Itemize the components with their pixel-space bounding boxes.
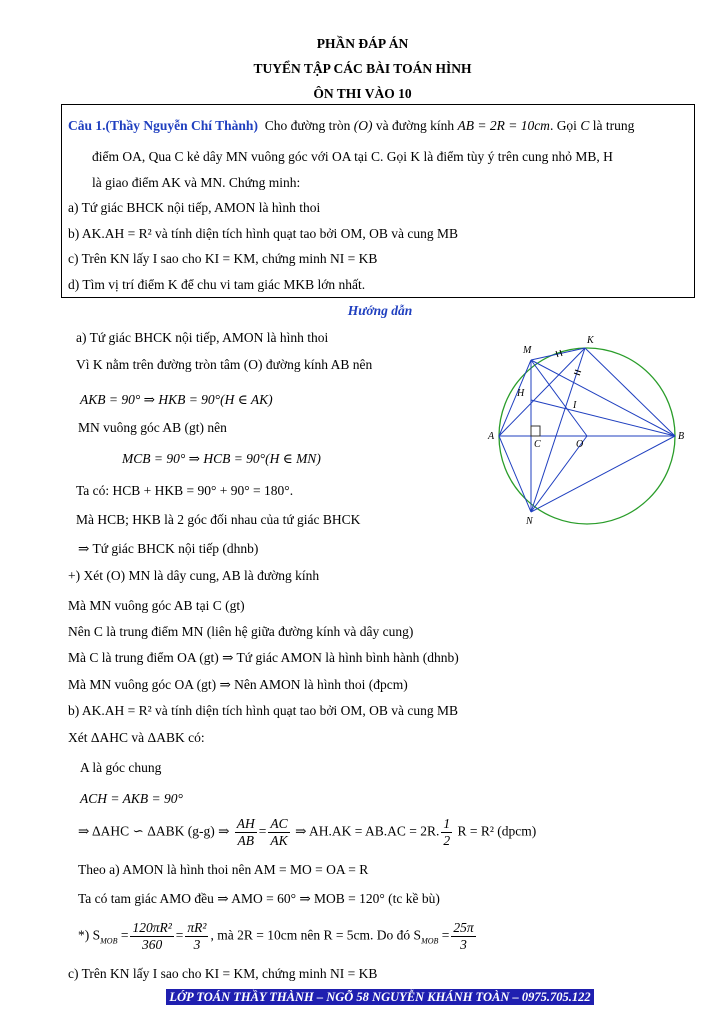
denominator: AB <box>237 833 255 848</box>
numerator: AC <box>270 816 288 831</box>
sol-line: Ta có tam giác AMO đều ⇒ AMO = 60° ⇒ MOB = 120° (tc kề bù) <box>78 891 440 906</box>
sol-line-similarity: ⇒ ΔAHC ∽ ΔABK (g-g) ⇒ $\frac{AH}{AB}$ = $\frac{AC}{AK}$ ⇒ AH.AK = AB.AC = 2R. $\frac{1}{2}$ R = R² (dpcm) <box>78 816 537 848</box>
label-m: M <box>523 345 532 356</box>
footer <box>0 989 725 1005</box>
question-d: d) Tìm vị trí điểm K để chu vi tam giác MKB lớn nhất. <box>68 277 366 292</box>
sol-line: MCB = 90° ⇒ HCB = 90°(H ∈ MN) <box>122 451 321 466</box>
sol-text: , mà 2R = 10cm nên R = 5cm. Do đó S <box>210 927 422 943</box>
question-c: c) Trên KN lấy I sao cho KI = KM, chứng minh NI = KB <box>68 251 378 266</box>
sol-line: ⇒ Tứ giác BHCK nội tiếp (dhnb) <box>78 541 259 556</box>
problem-math: (O) <box>353 118 373 133</box>
label-b: B <box>678 431 685 442</box>
fraction <box>185 920 208 953</box>
sol-line: ACH = AKB = 90° <box>80 791 183 806</box>
sol-line: c) Trên KN lấy I sao cho KI = KM, chứng minh NI = KB <box>68 966 378 981</box>
question-b: b) AK.AH = R² và tính diện tích hình quạt tao bởi OM, OB và cung MB <box>68 226 459 241</box>
question-a: a) Tứ giác BHCK nội tiếp, AMON là hình thoi <box>68 200 321 215</box>
sol-line: Mà C là trung điểm OA (gt) ⇒ Tứ giác AMON là hình bình hành (dhnb) <box>68 650 459 665</box>
sol-line: Theo a) AMON là hình thoi nên AM = MO = OA = R <box>78 862 369 877</box>
problem-line-1 <box>68 118 634 134</box>
sol-line: Vì K nằm trên đường tròn tâm (O) đường kính AB nên <box>76 357 373 372</box>
sol-line: b) AK.AH = R² và tính diện tích hình quạt tao bởi OM, OB và cung MB <box>68 703 459 718</box>
denominator: 3 <box>460 937 467 952</box>
segment-mb <box>531 360 675 436</box>
denominator: 3 <box>193 937 201 952</box>
sol-line-area: *) $S_{MOB}$ = $\frac{\text{120πR²}}{360}$ = $\frac{\text{πR²}}{3}$ , mà 2R = 10cm nên R = 5cm. Do đó $S_{MOB}$ = $\frac{25\pi}{3}$ <box>78 920 474 952</box>
segment-am <box>499 360 531 436</box>
geometry-figure <box>470 325 690 535</box>
label-h: H <box>517 388 525 399</box>
problem-line-3: là giao điểm AK và MN. Chứng minh: <box>92 175 301 190</box>
sol-line: +) Xét (O) MN là dây cung, AB là đường kính <box>68 568 320 583</box>
header-line-1: PHẦN ĐÁP ÁN <box>316 36 409 51</box>
segment-ak <box>499 348 585 436</box>
sol-line: a) Tứ giác BHCK nội tiếp, AMON là hình thoi <box>76 330 329 345</box>
numerator: AH <box>236 816 255 831</box>
fraction <box>451 920 475 953</box>
problem-label: Câu 1.(Thầy Nguyễn Chí Thành) <box>68 118 258 133</box>
sol-line: Mà MN vuông góc AB tại C (gt) <box>68 598 245 613</box>
problem-text: và đường kính <box>375 118 455 133</box>
label-o: O <box>576 439 584 450</box>
denominator: AK <box>270 833 288 848</box>
problem-text: là trung <box>592 118 635 133</box>
sol-line: A là góc chung <box>80 760 162 775</box>
numerator: 120πR² <box>132 920 172 935</box>
label-i: I <box>573 400 577 411</box>
guide-title: Hướng dẫn <box>347 303 413 318</box>
sol-text: R = R² (dpcm) <box>457 823 537 839</box>
denominator: 2 <box>443 833 451 848</box>
footer-banner: LỚP TOÁN THẦY THÀNH – NGÕ 58 NGUYỄN KHÁNH TOÀN – 0975.705.122 <box>166 989 593 1005</box>
segment-mk <box>531 348 585 360</box>
sol-text: *) S <box>78 927 101 943</box>
problem-text: . Gọi <box>549 118 577 133</box>
sol-line: Nên C là trung điểm MN (liên hệ giữa đường kính và dây cung) <box>68 624 414 639</box>
numerator: 1 <box>443 816 451 831</box>
subscript: MOB <box>421 936 439 946</box>
header-line-2: TUYỂN TẬP CÁC BÀI TOÁN HÌNH <box>253 61 472 76</box>
segment-kb <box>585 348 675 436</box>
sol-line: MN vuông góc AB (gt) nên <box>78 420 227 435</box>
header-line-3: ÔN THI VÀO 10 <box>313 86 412 101</box>
subscript: MOB <box>100 936 118 946</box>
problem-text: Cho đường tròn <box>264 118 351 133</box>
label-n: N <box>526 516 533 527</box>
fraction <box>441 816 452 849</box>
problem-math: C <box>580 118 590 133</box>
segment-an <box>499 436 531 512</box>
problem-line-2: điểm OA, Qua C kẻ dây MN vuông góc với OA tại C. Gọi K là điểm tùy ý trên cung nhỏ MB, H <box>92 149 613 164</box>
sol-text: ⇒ AH.AK = AB.AC = 2R. <box>295 823 440 839</box>
denominator: 360 <box>142 937 163 952</box>
problem-math: AB = 2R = 10cm <box>457 118 550 133</box>
label-k: K <box>587 335 594 346</box>
label-a: A <box>488 431 495 442</box>
label-c: C <box>534 439 541 450</box>
fraction <box>235 816 257 849</box>
fraction <box>268 816 289 849</box>
right-angle-mark <box>531 426 540 436</box>
sol-line: Mà HCB; HKB là 2 góc đối nhau của tứ giác BHCK <box>76 512 361 527</box>
sol-text: ⇒ ΔAHC ∽ ΔABK (g-g) ⇒ <box>78 823 230 839</box>
segment-hb <box>531 400 675 436</box>
numerator: 25π <box>453 920 474 935</box>
numerator: πR² <box>187 920 207 935</box>
sol-line: AKB = 90° ⇒ HKB = 90°(H ∈ AK) <box>80 392 273 407</box>
fraction <box>130 920 173 953</box>
sol-line: Ta có: HCB + HKB = 90° + 90° = 180°. <box>76 483 294 498</box>
sol-line: Mà MN vuông góc OA (gt) ⇒ Nên AMON là hình thoi (đpcm) <box>68 677 408 692</box>
sol-line: Xét ΔAHC và ΔABK có: <box>68 730 205 745</box>
